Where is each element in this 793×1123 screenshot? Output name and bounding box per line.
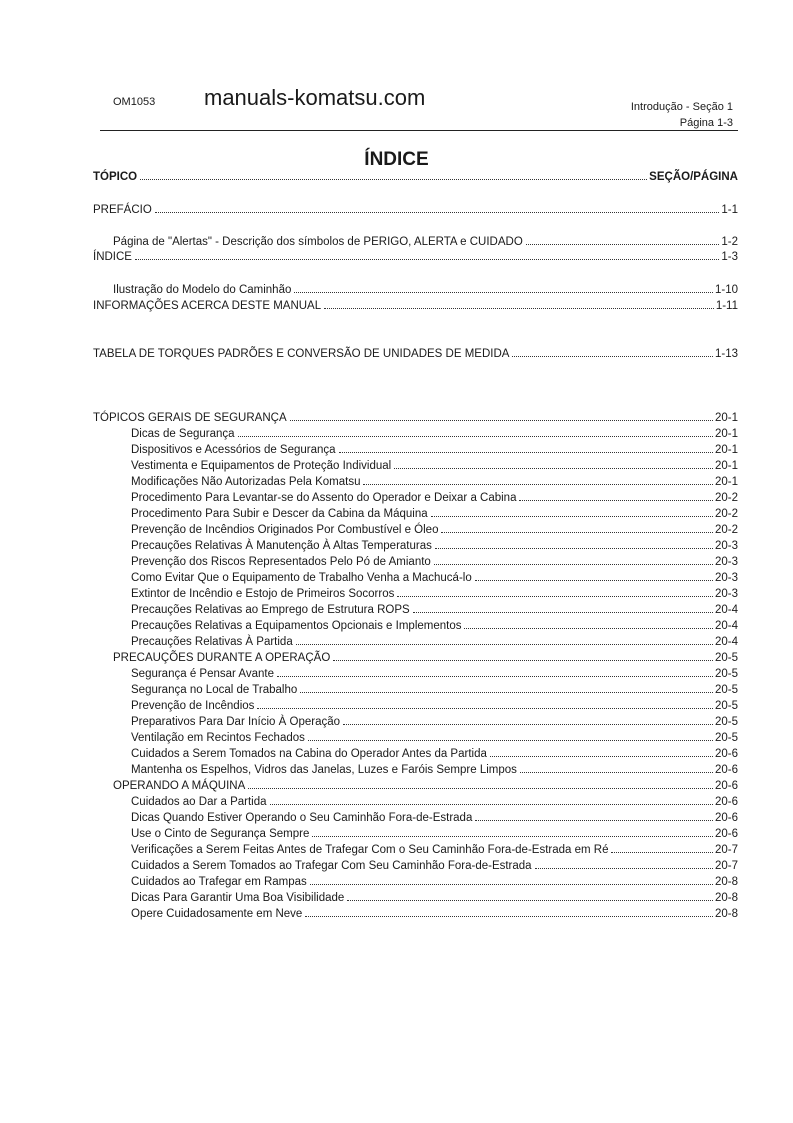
- toc-entry[interactable]: [93, 473, 738, 488]
- toc-entry-label: Dicas Para Garantir Uma Boa Visibilidade: [131, 892, 345, 904]
- toc-entry-label: Ilustração do Modelo do Caminhão: [113, 284, 292, 296]
- toc-entry-page: 20-1: [714, 412, 738, 424]
- toc-entry-page: 20-5: [714, 716, 738, 728]
- toc-entry-label: Opere Cuidadosamente em Neve: [131, 908, 303, 920]
- toc-entry-page: 20-8: [714, 892, 738, 904]
- toc-section-page-heading: SEÇÃO/PÁGINA: [649, 171, 738, 183]
- dot-leader: [434, 564, 713, 565]
- page-title: ÍNDICE: [364, 149, 429, 170]
- toc-entry-label: Precauções Relativas À Partida: [131, 636, 293, 648]
- toc-entry-label: Vestimenta e Equipamentos de Proteção Individual: [131, 460, 392, 472]
- toc-entry-label: PREFÁCIO: [93, 204, 152, 216]
- toc-entry-label: Mantenha os Espelhos, Vidros das Janelas, Luzes e Faróis Sempre Limpos: [131, 764, 517, 776]
- dot-leader: [394, 468, 713, 469]
- dot-leader: [339, 452, 713, 453]
- toc-entry-page: 20-5: [714, 700, 738, 712]
- toc-entry[interactable]: [93, 441, 738, 456]
- dot-leader: [310, 884, 713, 885]
- toc-entry-page: 20-5: [714, 732, 738, 744]
- toc-entry[interactable]: [93, 425, 738, 440]
- toc-entry[interactable]: [93, 537, 738, 552]
- toc-entry-page: 1-1: [721, 204, 738, 216]
- toc-entry-page: 20-6: [714, 748, 738, 760]
- toc-entry[interactable]: [93, 745, 738, 760]
- toc-entry-label: Como Evitar Que o Equipamento de Trabalho Venha a Machucá-lo: [131, 572, 472, 584]
- dot-leader: [305, 916, 713, 917]
- toc-entry-label: Ventilação em Recintos Fechados: [131, 732, 305, 744]
- toc-entry[interactable]: [93, 505, 738, 520]
- toc-entry-label: PRECAUÇÕES DURANTE A OPERAÇÃO: [113, 652, 331, 664]
- toc-entry-label: Verificações a Serem Feitas Antes de Trafegar Com o Seu Caminhão Fora-de-Estrada em Ré: [131, 844, 609, 856]
- toc-entry-page: 20-6: [714, 828, 738, 840]
- dot-leader: [308, 740, 713, 741]
- toc-entry-label: Dicas Quando Estiver Operando o Seu Caminhão Fora-de-Estrada: [131, 812, 473, 824]
- toc-entry-label: Preparativos Para Dar Início À Operação: [131, 716, 341, 728]
- toc-entry[interactable]: [93, 681, 738, 696]
- dot-leader: [535, 868, 713, 869]
- toc-entry-label: Extintor de Incêndio e Estojo de Primeiros Socorros: [131, 588, 395, 600]
- toc-entry[interactable]: [93, 889, 738, 904]
- dot-leader: [312, 836, 713, 837]
- toc-entry[interactable]: [93, 409, 738, 424]
- toc-entry-label: Página de "Alertas" - Descrição dos símbolos de PERIGO, ALERTA e CUIDADO: [113, 236, 523, 248]
- dot-leader: [257, 708, 713, 709]
- header-divider: [100, 130, 738, 131]
- toc-entry-page: 1-13: [714, 348, 738, 360]
- dot-leader: [526, 244, 720, 245]
- dot-leader: [464, 628, 712, 629]
- toc-entry-page: 20-6: [714, 796, 738, 808]
- toc-entry-page: 20-3: [714, 556, 738, 568]
- dot-leader: [363, 484, 712, 485]
- toc-entry-label: OPERANDO A MÁQUINA: [113, 780, 246, 792]
- toc-entry-label: Dicas de Segurança: [131, 428, 235, 440]
- toc-entry-page: 1-11: [715, 300, 738, 312]
- toc-entry-page: 20-1: [714, 460, 738, 472]
- dot-leader: [324, 308, 714, 309]
- toc-header-row: [93, 168, 738, 183]
- toc-entry-label: Precauções Relativas a Equipamentos Opcionais e Implementos: [131, 620, 462, 632]
- dot-leader: [333, 660, 713, 661]
- toc-entry[interactable]: [93, 729, 738, 744]
- toc-entry[interactable]: [93, 553, 738, 568]
- toc-entry-page: 20-4: [714, 636, 738, 648]
- toc-entry-label: TABELA DE TORQUES PADRÕES E CONVERSÃO DE UNIDADES DE MEDIDA: [93, 348, 510, 360]
- toc-entry[interactable]: [93, 825, 738, 840]
- dot-leader: [343, 724, 713, 725]
- toc-entry-page: 20-6: [714, 780, 738, 792]
- toc-entry[interactable]: [93, 601, 738, 616]
- dot-leader: [520, 772, 713, 773]
- toc-entry[interactable]: [93, 248, 738, 263]
- toc-entry-page: 20-2: [714, 492, 738, 504]
- toc-entry-page: 20-2: [714, 508, 738, 520]
- toc-entry-label: Cuidados a Serem Tomados na Cabina do Operador Antes da Partida: [131, 748, 487, 760]
- toc-entry-page: 20-4: [714, 604, 738, 616]
- toc-entry-page: 20-2: [714, 524, 738, 536]
- toc-entry-label: Cuidados ao Trafegar em Rampas: [131, 876, 307, 888]
- dot-leader: [475, 820, 713, 821]
- toc-entry[interactable]: [93, 569, 738, 584]
- section-label: Introdução - Seção 1: [630, 101, 733, 113]
- toc-entry-page: 20-6: [714, 764, 738, 776]
- toc-entry-page: 1-3: [721, 251, 738, 263]
- toc-entry[interactable]: [93, 905, 738, 920]
- page-number: Página 1-3: [679, 117, 733, 129]
- toc-entry[interactable]: [93, 793, 738, 808]
- toc-entry-page: 20-5: [714, 652, 738, 664]
- toc-entry[interactable]: [93, 521, 738, 536]
- dot-leader: [140, 179, 647, 180]
- toc-entry[interactable]: [93, 665, 738, 680]
- toc-entry-label: Prevenção de Incêndios: [131, 700, 255, 712]
- toc-entry[interactable]: [93, 761, 738, 776]
- toc-entry-label: Prevenção de Incêndios Originados Por Combustível e Óleo: [131, 524, 439, 536]
- toc-entry[interactable]: [93, 713, 738, 728]
- toc-entry-label: Dispositivos e Acessórios de Segurança: [131, 444, 336, 456]
- document-code: OM1053: [113, 96, 156, 108]
- toc-entry-label: Procedimento Para Levantar-se do Assento do Operador e Deixar a Cabina: [131, 492, 517, 504]
- toc-entry[interactable]: [93, 809, 738, 824]
- dot-leader: [294, 292, 713, 293]
- toc-entry[interactable]: [93, 777, 738, 792]
- dot-leader: [248, 788, 713, 789]
- toc-entry-page: 20-1: [714, 444, 738, 456]
- dot-leader: [475, 580, 713, 581]
- dot-leader: [238, 436, 713, 437]
- toc-entry-label: Use o Cinto de Segurança Sempre: [131, 828, 310, 840]
- toc-entry-page: 1-2: [721, 236, 738, 248]
- toc-entry[interactable]: [93, 697, 738, 712]
- section-info: [631, 99, 733, 131]
- toc-entry[interactable]: [93, 489, 738, 504]
- toc-entry-page: 20-4: [714, 620, 738, 632]
- toc-entry-page: 20-7: [714, 860, 738, 872]
- toc-entry-label: Cuidados a Serem Tomados ao Trafegar Com Seu Caminhão Fora-de-Estrada: [131, 860, 532, 872]
- toc-entry[interactable]: [93, 841, 738, 856]
- toc-entry[interactable]: [93, 649, 738, 664]
- toc-entry-label: Precauções Relativas ao Emprego de Estrutura ROPS: [131, 604, 410, 616]
- dot-leader: [347, 900, 713, 901]
- toc-entry[interactable]: [93, 873, 738, 888]
- dot-leader: [512, 356, 713, 357]
- toc-entry-page: 20-3: [714, 572, 738, 584]
- toc-entry-label: ÍNDICE: [93, 251, 132, 263]
- toc-entry[interactable]: [93, 857, 738, 872]
- toc-entry-page: 20-1: [714, 476, 738, 488]
- toc-entry-label: Cuidados ao Dar a Partida: [131, 796, 267, 808]
- dot-leader: [490, 756, 713, 757]
- dot-leader: [277, 676, 713, 677]
- toc-entry-label: Modificações Não Autorizadas Pela Komatsu: [131, 476, 361, 488]
- dot-leader: [270, 804, 713, 805]
- toc-entry-label: INFORMAÇÕES ACERCA DESTE MANUAL: [93, 300, 322, 312]
- toc-entry-page: 20-5: [714, 668, 738, 680]
- toc-entry-page: 20-8: [714, 876, 738, 888]
- dot-leader: [155, 212, 720, 213]
- toc-entry-page: 1-10: [714, 284, 738, 296]
- toc-topic-heading: TÓPICO: [93, 171, 138, 183]
- dot-leader: [611, 852, 712, 853]
- toc-entry[interactable]: [93, 633, 738, 648]
- toc-entry-page: 20-8: [714, 908, 738, 920]
- dot-leader: [397, 596, 713, 597]
- toc-entry-label: Prevenção dos Riscos Representados Pelo Pó de Amianto: [131, 556, 431, 568]
- dot-leader: [431, 516, 713, 517]
- toc-entry-page: 20-7: [714, 844, 738, 856]
- toc-entry-label: Segurança é Pensar Avante: [131, 668, 275, 680]
- toc-entry[interactable]: [93, 585, 738, 600]
- dot-leader: [300, 692, 713, 693]
- toc-entry[interactable]: [93, 345, 738, 360]
- dot-leader: [135, 259, 719, 260]
- dot-leader: [290, 420, 713, 421]
- toc-entry-label: Precauções Relativas À Manutenção À Altas Temperaturas: [131, 540, 432, 552]
- toc-entry-page: 20-5: [714, 684, 738, 696]
- toc-entry-page: 20-3: [714, 588, 738, 600]
- toc-entry[interactable]: [93, 281, 738, 296]
- toc-entry-page: 20-1: [714, 428, 738, 440]
- toc-entry[interactable]: [93, 457, 738, 472]
- dot-leader: [413, 612, 713, 613]
- toc-entry-label: Procedimento Para Subir e Descer da Cabina da Máquina: [131, 508, 428, 520]
- dot-leader: [441, 532, 712, 533]
- toc-entry[interactable]: [93, 297, 738, 312]
- dot-leader: [296, 644, 713, 645]
- toc-entry-page: 20-3: [714, 540, 738, 552]
- toc-entry[interactable]: [93, 233, 738, 248]
- toc-entry-label: TÓPICOS GERAIS DE SEGURANÇA: [93, 412, 287, 424]
- site-title[interactable]: manuals-komatsu.com: [204, 85, 426, 110]
- toc-entry-label: Segurança no Local de Trabalho: [131, 684, 298, 696]
- toc-entry[interactable]: [93, 617, 738, 632]
- toc-entry-page: 20-6: [714, 812, 738, 824]
- dot-leader: [435, 548, 713, 549]
- toc-entry[interactable]: [93, 201, 738, 216]
- dot-leader: [519, 500, 712, 501]
